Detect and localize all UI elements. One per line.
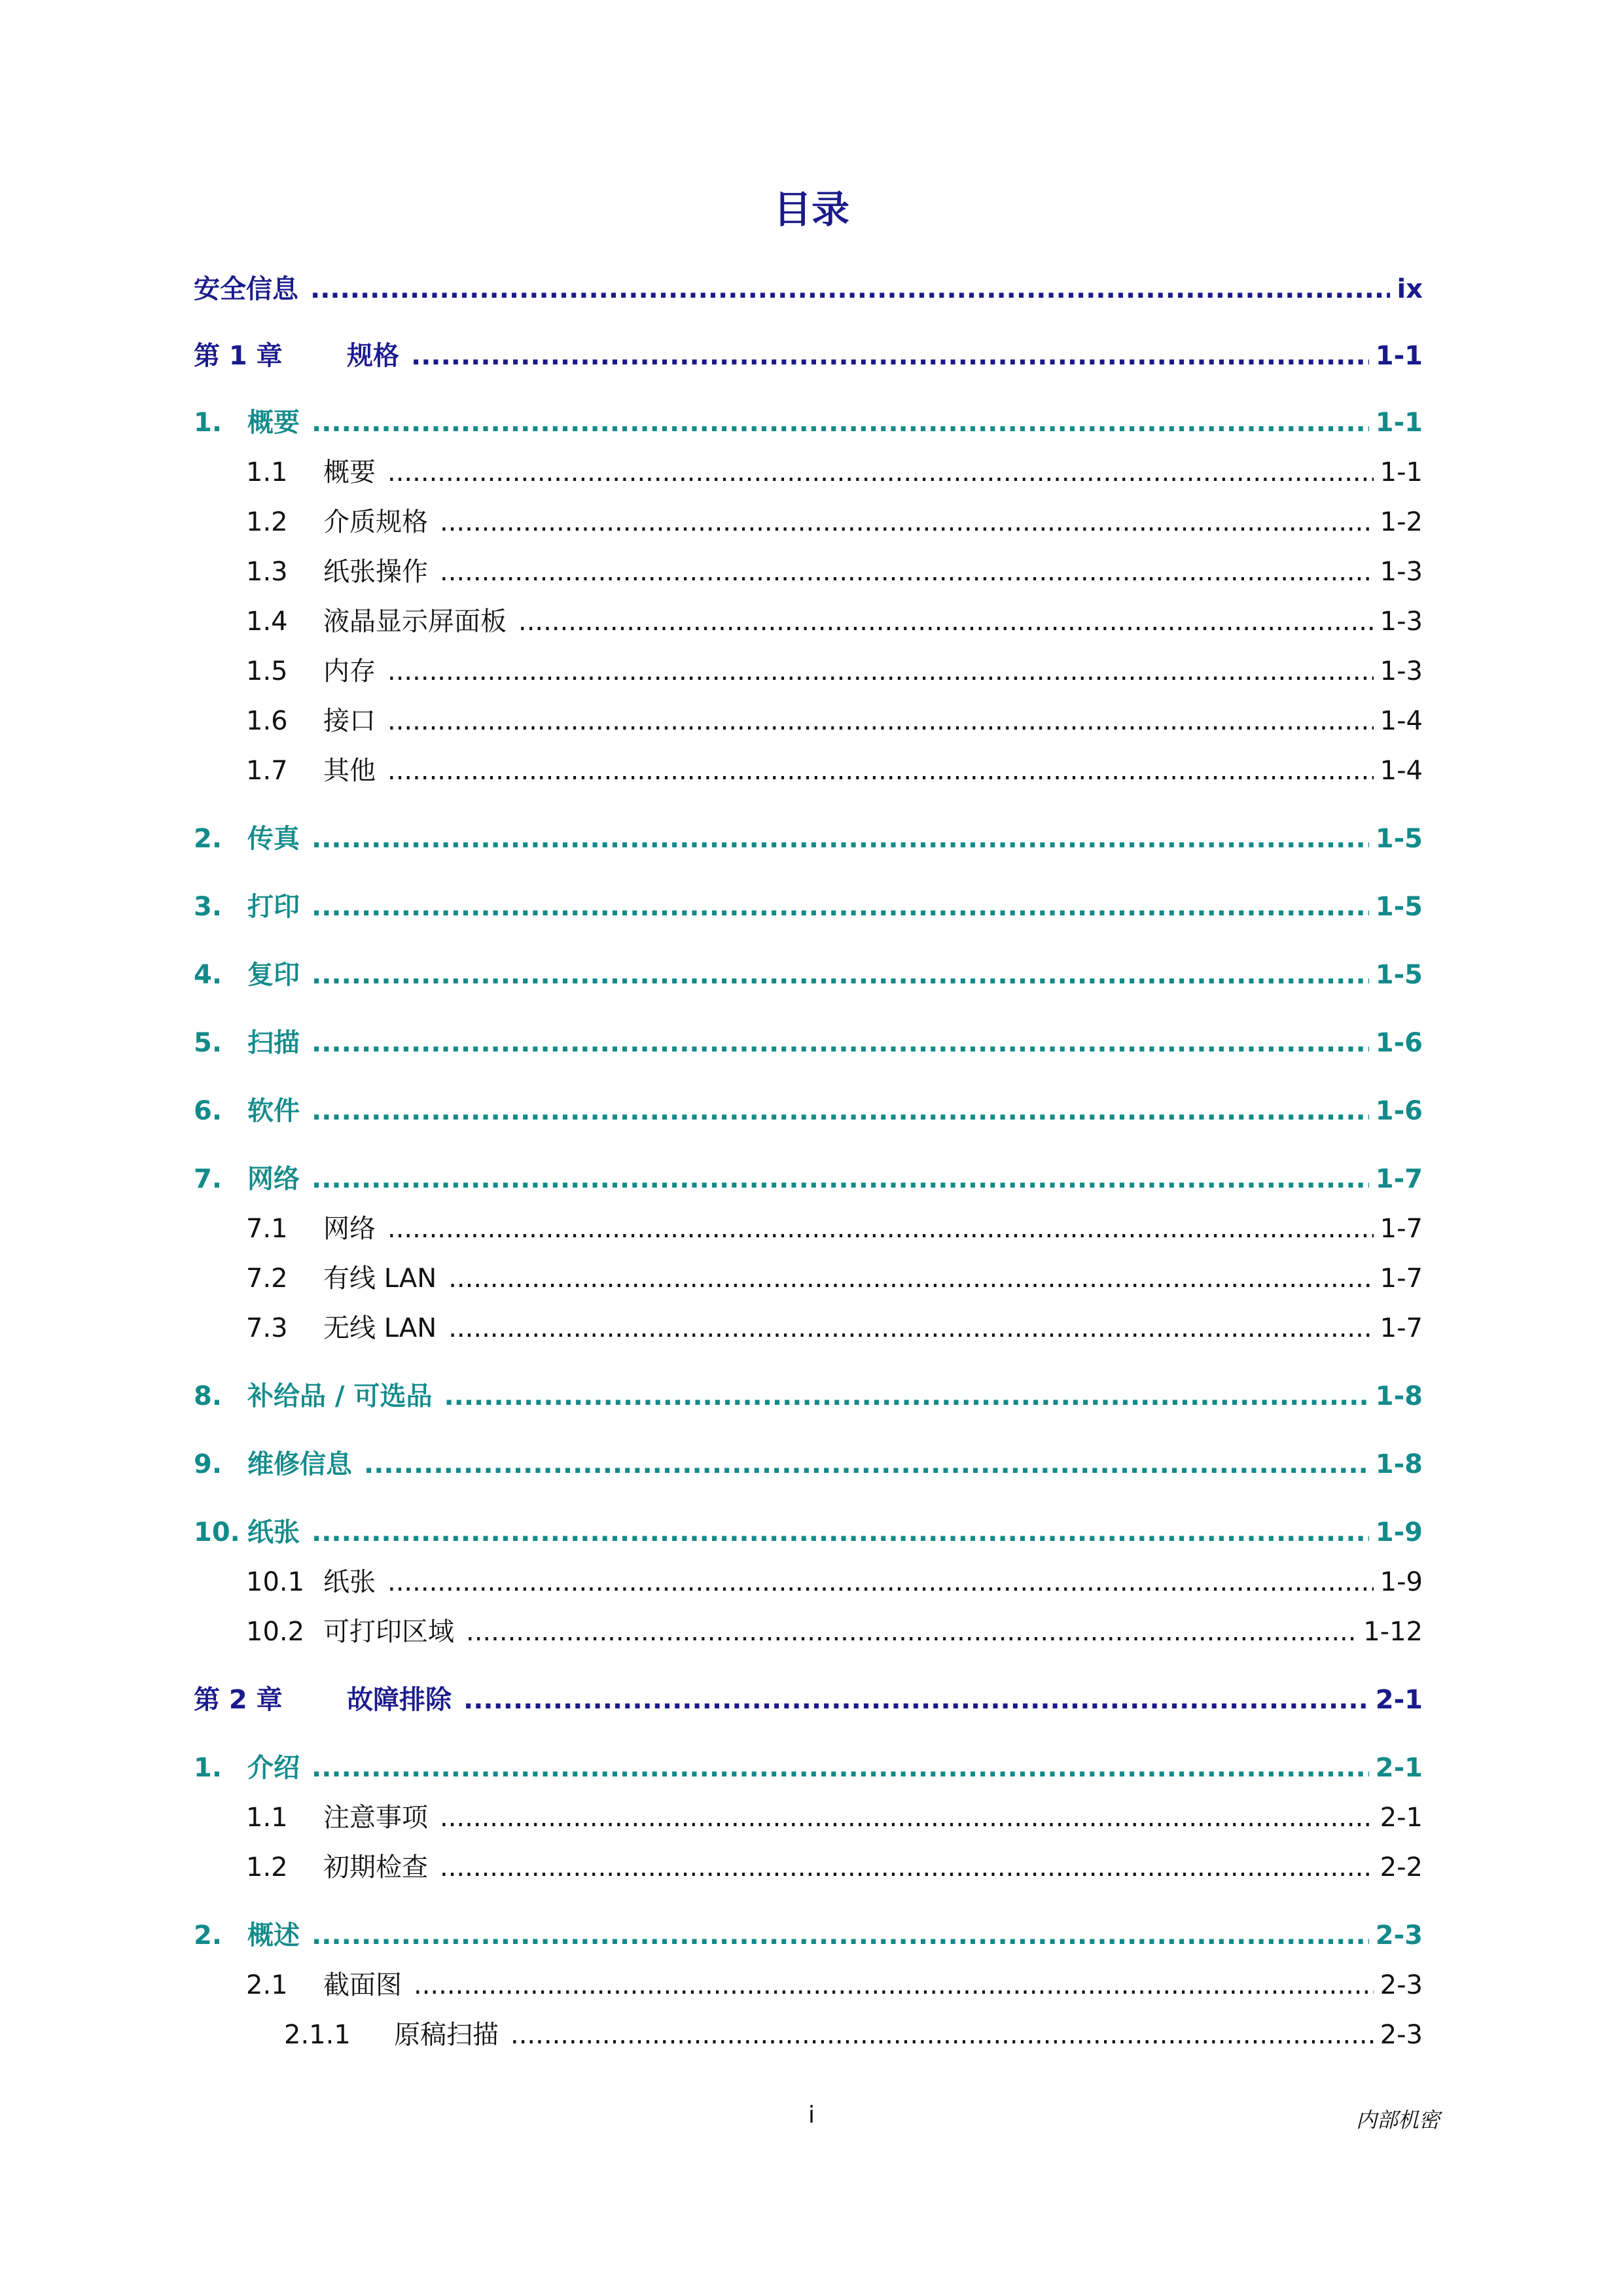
toc-entry[interactable] — [246, 1797, 1423, 1843]
toc-dot-leader — [312, 824, 1369, 854]
toc-entry-title: 接口 — [323, 706, 376, 736]
toc-entry-page: 1-6 — [1375, 1096, 1423, 1126]
toc-entry[interactable] — [194, 886, 1423, 932]
toc-entry-title: 网络 — [247, 1164, 300, 1194]
footer-confidential: 内部机密 — [1355, 2108, 1440, 2132]
toc-entry-number: 1.2 — [246, 507, 288, 537]
toc-dot-leader — [440, 1803, 1374, 1833]
toc-entry[interactable] — [194, 1915, 1423, 1960]
toc-entry-page: 1-9 — [1375, 1517, 1423, 1547]
toc-entry-title: 纸张 — [247, 1517, 300, 1547]
toc-entry[interactable] — [246, 750, 1423, 796]
toc-entry[interactable] — [246, 1561, 1423, 1607]
toc-dot-leader — [387, 756, 1374, 786]
toc-entry-page: 1-5 — [1375, 892, 1423, 922]
toc-entry-number: 第 1 章 — [194, 341, 283, 371]
toc-entry-number: 2. — [194, 824, 223, 854]
toc-dot-leader — [312, 1517, 1369, 1547]
toc-entry[interactable] — [194, 402, 1423, 448]
toc-entry[interactable] — [246, 451, 1423, 497]
toc-entry-page: 1-3 — [1380, 557, 1423, 587]
toc-entry-number: 6. — [194, 1096, 223, 1126]
toc-dot-leader — [518, 607, 1374, 637]
toc-entry-title: 复印 — [247, 960, 300, 990]
toc-entry[interactable] — [246, 1307, 1423, 1353]
toc-entry[interactable] — [194, 1022, 1423, 1068]
toc-entry-page: 1-5 — [1375, 824, 1423, 854]
toc-entry[interactable] — [246, 1208, 1423, 1254]
toc-entry-title: 安全信息 — [194, 274, 298, 304]
toc-entry-title: 扫描 — [247, 1028, 300, 1058]
toc-entry-title: 液晶显示屏面板 — [323, 607, 507, 637]
toc-entry-title: 概要 — [247, 408, 300, 438]
toc-entry-page: 1-5 — [1375, 960, 1423, 990]
toc-dot-leader — [312, 960, 1369, 990]
toc-entry-page: 1-7 — [1380, 1263, 1423, 1294]
toc-entry-title: 注意事项 — [323, 1803, 428, 1833]
toc-entry-title: 规格 — [347, 341, 399, 371]
toc-entry-title: 概述 — [247, 1920, 300, 1951]
toc-entry-number: 7. — [194, 1164, 223, 1194]
toc-entry-number: 8. — [194, 1381, 223, 1411]
toc-dot-leader — [387, 1567, 1374, 1597]
toc-entry[interactable] — [246, 1964, 1423, 2010]
toc-dot-leader — [310, 274, 1390, 304]
toc-dot-leader — [312, 892, 1369, 922]
toc-dot-leader — [312, 1028, 1369, 1058]
toc-entry[interactable] — [246, 1611, 1423, 1657]
toc-entry-page: 1-7 — [1375, 1164, 1423, 1194]
toc-entry-title: 传真 — [247, 824, 300, 854]
toc-entry-page: 1-1 — [1380, 457, 1423, 487]
toc-entry-number: 7.1 — [246, 1214, 288, 1244]
toc-dot-leader — [312, 1164, 1369, 1194]
toc-dot-leader — [466, 1617, 1357, 1647]
toc-dot-leader — [387, 457, 1374, 487]
toc-entry[interactable] — [284, 2014, 1423, 2060]
toc-dot-leader — [312, 1920, 1369, 1951]
toc-entry-number: 1.4 — [246, 607, 288, 637]
toc-entry-number: 9. — [194, 1449, 223, 1479]
toc-entry-page: 1-6 — [1375, 1028, 1423, 1058]
toc-entry-page: ix — [1397, 274, 1423, 304]
toc-entry-page: 1-12 — [1363, 1617, 1423, 1647]
toc-entry-title: 内存 — [323, 656, 376, 686]
toc-entry-title: 介质规格 — [323, 507, 428, 537]
toc-entry-page: 2-1 — [1375, 1685, 1423, 1715]
toc-dot-leader — [364, 1449, 1369, 1479]
toc-entry-page: 1-4 — [1380, 706, 1423, 736]
toc-dot-leader — [312, 1753, 1369, 1783]
toc-dot-leader — [448, 1263, 1373, 1294]
toc-dot-leader — [312, 1096, 1369, 1126]
toc-entry-page: 1-4 — [1380, 756, 1423, 786]
toc-entry-title: 可打印区域 — [323, 1617, 454, 1647]
toc-entry-page: 2-3 — [1380, 1970, 1423, 2000]
toc-entry[interactable] — [194, 1511, 1423, 1557]
toc-entry-number: 1.3 — [246, 557, 288, 587]
toc-entry[interactable] — [194, 818, 1423, 864]
toc-entry-page: 1-8 — [1375, 1381, 1423, 1411]
toc-entry[interactable] — [246, 1258, 1423, 1303]
toc-entry-title: 原稿扫描 — [394, 2020, 499, 2050]
toc-entry-number: 2.1.1 — [284, 2020, 351, 2050]
toc-entry-title: 无线 LAN — [323, 1313, 437, 1343]
toc-dot-leader — [463, 1685, 1369, 1715]
toc-entry-page: 1-8 — [1375, 1449, 1423, 1479]
toc-entry-title: 网络 — [323, 1214, 376, 1244]
toc-entry[interactable] — [194, 1679, 1423, 1725]
toc-entry-number: 2. — [194, 1920, 223, 1951]
toc-entry-title: 纸张操作 — [323, 557, 428, 587]
toc-entry[interactable] — [246, 551, 1423, 597]
toc-entry-title: 纸张 — [323, 1567, 376, 1597]
toc-entry-page: 2-1 — [1375, 1753, 1423, 1783]
toc-entry[interactable] — [246, 700, 1423, 746]
toc-entry-title: 维修信息 — [247, 1449, 352, 1479]
toc-entry-number: 第 2 章 — [194, 1685, 283, 1715]
toc-entry-number: 1. — [194, 408, 223, 438]
toc-entry-number: 1.5 — [246, 656, 288, 686]
toc-dot-leader — [448, 1313, 1373, 1343]
toc-entry-number: 3. — [194, 892, 223, 922]
toc-entry-page: 2-3 — [1380, 2020, 1423, 2050]
toc-dot-leader — [440, 1852, 1374, 1882]
toc-entry-title: 初期检查 — [323, 1852, 428, 1882]
toc-entry-number: 10.1 — [246, 1567, 305, 1597]
toc-entry[interactable] — [194, 1090, 1423, 1136]
toc-entry-number: 10. — [194, 1517, 240, 1547]
toc-entry-page: 1-9 — [1380, 1567, 1423, 1597]
toc-dot-leader — [411, 341, 1369, 371]
toc-dot-leader — [510, 2020, 1374, 2050]
toc-dot-leader — [387, 706, 1374, 736]
toc-entry[interactable] — [194, 268, 1423, 314]
toc-entry[interactable] — [246, 650, 1423, 696]
toc-entry-page: 1-3 — [1380, 656, 1423, 686]
toc-entry[interactable] — [194, 335, 1423, 381]
toc-dot-leader — [444, 1381, 1368, 1411]
toc-entry-page: 2-1 — [1380, 1803, 1423, 1833]
toc-entry-title: 介绍 — [247, 1753, 300, 1783]
toc-dot-leader — [440, 507, 1374, 537]
toc-entry-number: 5. — [194, 1028, 223, 1058]
toc-entry-number: 1. — [194, 1753, 223, 1783]
toc-entry-number: 4. — [194, 960, 223, 990]
toc-entry[interactable] — [246, 1846, 1423, 1892]
toc-dot-leader — [387, 1214, 1374, 1244]
toc-entry-page: 1-1 — [1375, 408, 1423, 438]
toc-entry-number: 7.3 — [246, 1313, 288, 1343]
toc-entry-number: 1.1 — [246, 457, 288, 487]
toc-entry-page: 1-3 — [1380, 607, 1423, 637]
toc-entry-title: 有线 LAN — [323, 1263, 437, 1294]
toc-dot-leader — [414, 1970, 1374, 2000]
toc-entry[interactable] — [194, 1158, 1423, 1204]
toc-entry-number: 1.2 — [246, 1852, 288, 1882]
toc-entry-number: 7.2 — [246, 1263, 288, 1294]
toc-entry-title: 其他 — [323, 756, 376, 786]
toc-entry-number: 1.6 — [246, 706, 288, 736]
toc-entry-page: 2-3 — [1375, 1920, 1423, 1951]
toc-dot-leader — [440, 557, 1374, 587]
toc-entry-number: 2.1 — [246, 1970, 288, 2000]
toc-entry-page: 1-7 — [1380, 1313, 1423, 1343]
toc-entry-page: 1-1 — [1375, 341, 1423, 371]
toc-entry-number: 10.2 — [246, 1617, 305, 1647]
toc-entry-title: 补给品 / 可选品 — [247, 1381, 433, 1411]
toc-entry-page: 2-2 — [1380, 1852, 1423, 1882]
toc-entry-title: 打印 — [247, 892, 300, 922]
toc-entry[interactable] — [246, 601, 1423, 646]
toc-entry-page: 1-7 — [1380, 1214, 1423, 1244]
footer-page-number: i — [808, 2102, 815, 2128]
toc-entry-number: 1.7 — [246, 756, 288, 786]
toc-entry[interactable] — [194, 1443, 1423, 1489]
page-title: 目录 — [773, 187, 849, 232]
toc-entry-title: 软件 — [247, 1096, 300, 1126]
toc-dot-leader — [312, 408, 1369, 438]
toc-entry-title: 概要 — [323, 457, 376, 487]
toc-entry[interactable] — [194, 1747, 1423, 1793]
toc-dot-leader — [387, 656, 1374, 686]
toc-entry-page: 1-2 — [1380, 507, 1423, 537]
toc-entry-title: 截面图 — [323, 1970, 402, 2000]
toc-entry[interactable] — [246, 501, 1423, 547]
toc-entry[interactable] — [194, 1375, 1423, 1421]
toc-entry-number: 1.1 — [246, 1803, 288, 1833]
toc-entry-title: 故障排除 — [347, 1685, 452, 1715]
toc-entry[interactable] — [194, 954, 1423, 1000]
